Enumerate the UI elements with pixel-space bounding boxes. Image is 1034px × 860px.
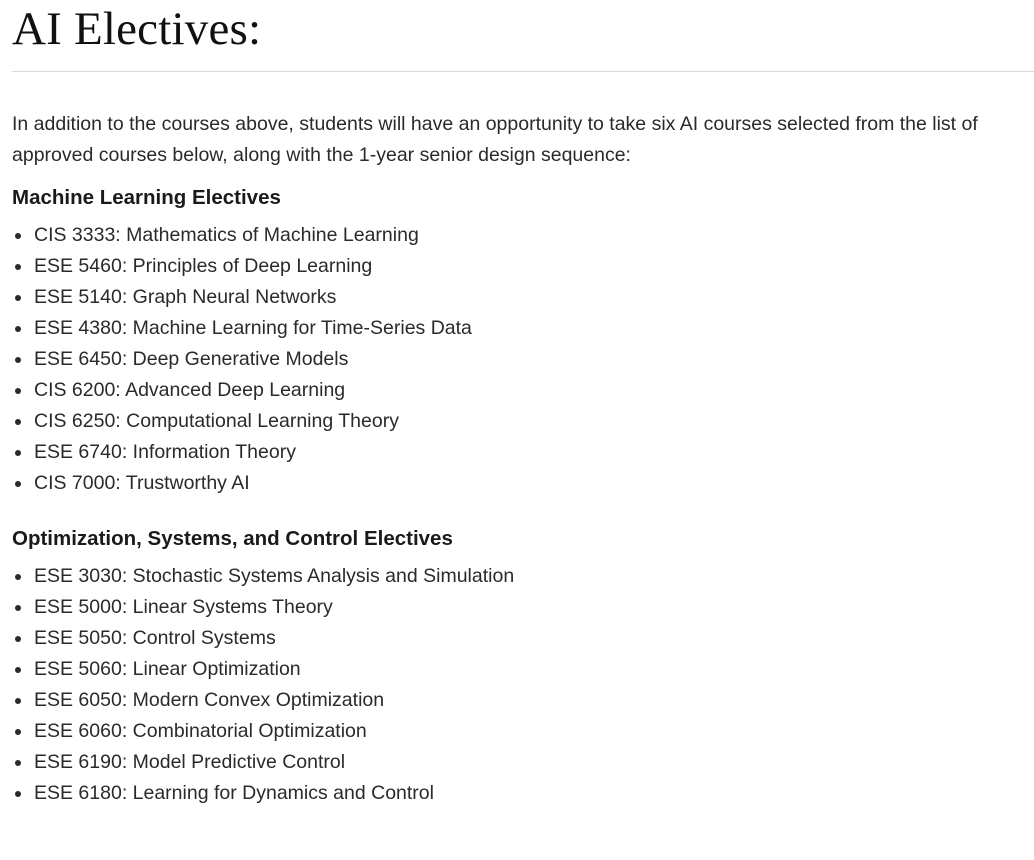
bullet-icon: [15, 450, 21, 456]
course-label: ESE 3030: Stochastic Systems Analysis and Simulation: [34, 565, 515, 587]
bullet-icon: [15, 233, 21, 239]
bullet-icon: [15, 481, 21, 487]
course-list-item: [12, 592, 1034, 623]
bullet-icon: [15, 791, 21, 797]
course-list-item: [12, 220, 1034, 251]
bullet-icon: [15, 729, 21, 735]
course-label: ESE 6180: Learning for Dynamics and Control: [34, 782, 434, 804]
bullet-icon: [15, 357, 21, 363]
course-list-item: [12, 778, 1034, 809]
course-label: ESE 5000: Linear Systems Theory: [34, 596, 333, 618]
course-list-item: [12, 282, 1034, 313]
course-list-item: [12, 561, 1034, 592]
course-list-item: [12, 375, 1034, 406]
bullet-icon: [15, 388, 21, 394]
bullet-icon: [15, 295, 21, 301]
optimization-course-list: [12, 561, 1034, 809]
bullet-icon: [15, 326, 21, 332]
page-title: AI Electives:: [12, 3, 262, 55]
course-label: ESE 5460: Principles of Deep Learning: [34, 255, 373, 277]
course-list-item: [12, 654, 1034, 685]
course-label: ESE 5060: Linear Optimization: [34, 658, 301, 680]
course-label: ESE 6450: Deep Generative Models: [34, 348, 349, 370]
section-heading-machine-learning: Machine Learning Electives: [12, 186, 281, 209]
course-label: ESE 6050: Modern Convex Optimization: [34, 689, 385, 711]
course-list-item: [12, 685, 1034, 716]
course-list-item: [12, 406, 1034, 437]
course-list-item: [12, 437, 1034, 468]
course-label: CIS 6200: Advanced Deep Learning: [34, 379, 346, 401]
course-label: ESE 5050: Control Systems: [34, 627, 276, 649]
course-label: CIS 6250: Computational Learning Theory: [34, 410, 399, 432]
course-label: CIS 3333: Mathematics of Machine Learning: [34, 224, 419, 246]
course-label: ESE 6740: Information Theory: [34, 441, 296, 463]
course-label: CIS 7000: Trustworthy AI: [34, 472, 250, 494]
section-heading-optimization-systems-control: Optimization, Systems, and Control Electives: [12, 527, 453, 550]
course-list-item: [12, 313, 1034, 344]
bullet-icon: [15, 419, 21, 425]
machine-learning-course-list: [12, 220, 1034, 499]
course-list-item: [12, 468, 1034, 499]
bullet-icon: [15, 636, 21, 642]
bullet-icon: [15, 605, 21, 611]
title-divider: [12, 71, 1034, 72]
course-label: ESE 6190: Model Predictive Control: [34, 751, 346, 773]
course-list-item: [12, 747, 1034, 778]
course-label: ESE 4380: Machine Learning for Time-Series Data: [34, 317, 472, 339]
bullet-icon: [15, 760, 21, 766]
course-list-item: [12, 716, 1034, 747]
bullet-icon: [15, 264, 21, 270]
bullet-icon: [15, 698, 21, 704]
course-label: ESE 6060: Combinatorial Optimization: [34, 720, 367, 742]
intro-paragraph: In addition to the courses above, students will have an opportunity to take six AI courses selected from the list of approved courses below, along with the 1-year senior design sequence:: [12, 113, 978, 166]
course-label: ESE 5140: Graph Neural Networks: [34, 286, 337, 308]
course-list-item: [12, 251, 1034, 282]
page-content: [12, 0, 1034, 809]
course-list-item: [12, 623, 1034, 654]
bullet-icon: [15, 667, 21, 673]
bullet-icon: [15, 574, 21, 580]
course-list-item: [12, 344, 1034, 375]
